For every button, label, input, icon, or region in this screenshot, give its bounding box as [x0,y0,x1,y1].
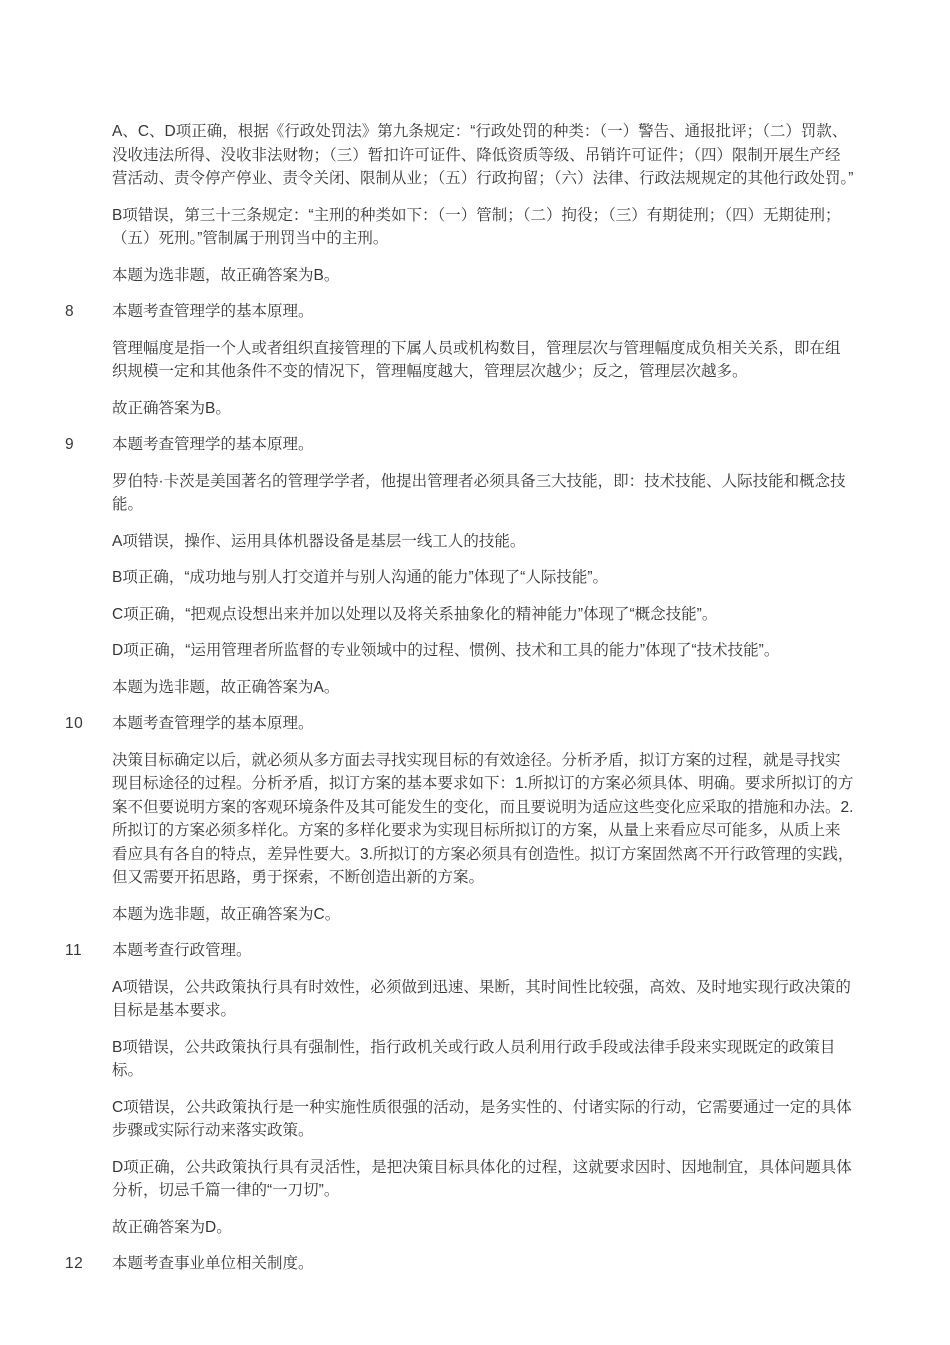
explanation-paragraph: 本题考查行政管理。 [112,942,252,959]
explanation-paragraph: A项错误，操作、运用具体机器设备是基层一线工人的技能。 [112,532,526,550]
question-number: 10 [65,715,84,732]
explanation-paragraph: A、C、D项正确，根据《行政处罚法》第九条规定：“行政处罚的种类：（一）警告、通报批评；（二）罚款、没收违法所得、没收非法财物；（三）暂扣许可证件、降低资质等级、吊销许可证件；（四）限制开展生产经营活动、责令停产停业、责令关闭、限制从业；（五）行政拘留；（六）法律、行政法规规定的其他行政处罚。” [112,123,854,187]
explanation-paragraph: 本题为选非题，故正确答案为A。 [112,678,340,696]
explanation-paragraph: 本题考查事业单位相关制度。 [112,1255,314,1272]
answer-item [65,120,855,300]
explanation-paragraph: 管理幅度是指一个人或者组织直接管理的下属人员或机构数目，管理层次与管理幅度成负相关关系，即在组织规模一定和其他条件不变的情况下，管理幅度越大，管理层次越少；反之，管理层次越多。 [112,339,841,380]
explanation-paragraph: A项错误，公共政策执行具有时效性，必须做到迅速、果断，其时间性比较强，高效、及时地实现行政决策的目标是基本要求。 [112,978,851,1019]
explanation-paragraph: C项错误，公共政策执行是一种实施性质很强的活动，是务实性的、付诸实际的行动，它需要通过一定的具体步骤或实际行动来落实政策。 [112,1098,852,1139]
explanation-paragraph: 本题考查管理学的基本原理。 [112,436,314,453]
answer-body [112,939,855,1252]
answer-body [112,712,855,939]
answer-body [112,300,855,433]
explanation-paragraph: 本题考查管理学的基本原理。 [112,715,314,732]
answer-item [65,939,855,1252]
explanation-paragraph: B项错误，第三十三条规定：“主刑的种类如下：（一）管制；（二）拘役；（三）有期徒刑；（四）无期徒刑；（五）死刑。”管制属于刑罚当中的主刑。 [112,206,841,247]
explanation-paragraph: 本题为选非题，故正确答案为C。 [112,905,341,923]
question-number: 11 [65,942,83,959]
answer-item [65,433,855,712]
explanation-paragraph: 故正确答案为D。 [112,1218,232,1236]
answer-body [112,433,855,712]
answer-body [112,120,855,300]
explanation-paragraph: B项正确，“成功地与别人打交道并与别人沟通的能力”体现了“人际技能”。 [112,569,608,586]
question-number: 8 [65,303,75,320]
answer-item [65,712,855,939]
explanation-paragraph: 本题为选非题，故正确答案为B。 [112,266,340,284]
answer-item [65,1252,855,1276]
explanation-paragraph: C项正确，“把观点设想出来并加以处理以及将关系抽象化的精神能力”体现了“概念技能”。 [112,605,718,623]
explanation-paragraph: 罗伯特·卡茨是美国著名的管理学学者，他提出管理者必须具备三大技能，即：技术技能、人际技能和概念技能。 [112,472,846,513]
answer-item [65,300,855,433]
question-number: 12 [65,1255,84,1272]
explanation-paragraph: D项正确，公共政策执行具有灵活性，是把决策目标具体化的过程，这就要求因时、因地制宜，具体问题具体分析，切忌千篇一律的“一刀切”。 [112,1158,852,1199]
answer-body [112,1252,855,1276]
explanation-paragraph: 故正确答案为B。 [112,399,231,417]
question-number: 9 [65,436,75,453]
explanation-paragraph: 决策目标确定以后，就必须从多方面去寻找实现目标的有效途径。分析矛盾，拟订方案的过程，就是寻找实现目标途径的过程。分析矛盾，拟订方案的基本要求如下：1.所拟订的方案必须具体、明确。要求所拟订的方案不但要说明方案的客观环境条件及其可能发生的变化，而且要说明为适应这些变化应采取的措施和办法。2.所拟订的方案必须多样化。方案的多样化要求为实现目标所拟订的方案，从量上来看应尽可能多，从质上来看应具有各自的特点，差异性要大。3.所拟订的方案必须具有创造性。拟订方案固然离不开行政管理的实践，但又需要开拓思路，勇于探索，不断创造出新的方案。 [112,751,854,886]
explanation-paragraph: D项正确，“运用管理者所监督的专业领域中的过程、惯例、技术和工具的能力”体现了“技术技能”。 [112,642,780,659]
explanation-paragraph: 本题考查管理学的基本原理。 [112,303,314,320]
explanation-paragraph: B项错误，公共政策执行具有强制性，指行政机关或行政人员利用行政手段或法律手段来实现既定的政策目标。 [112,1038,836,1079]
